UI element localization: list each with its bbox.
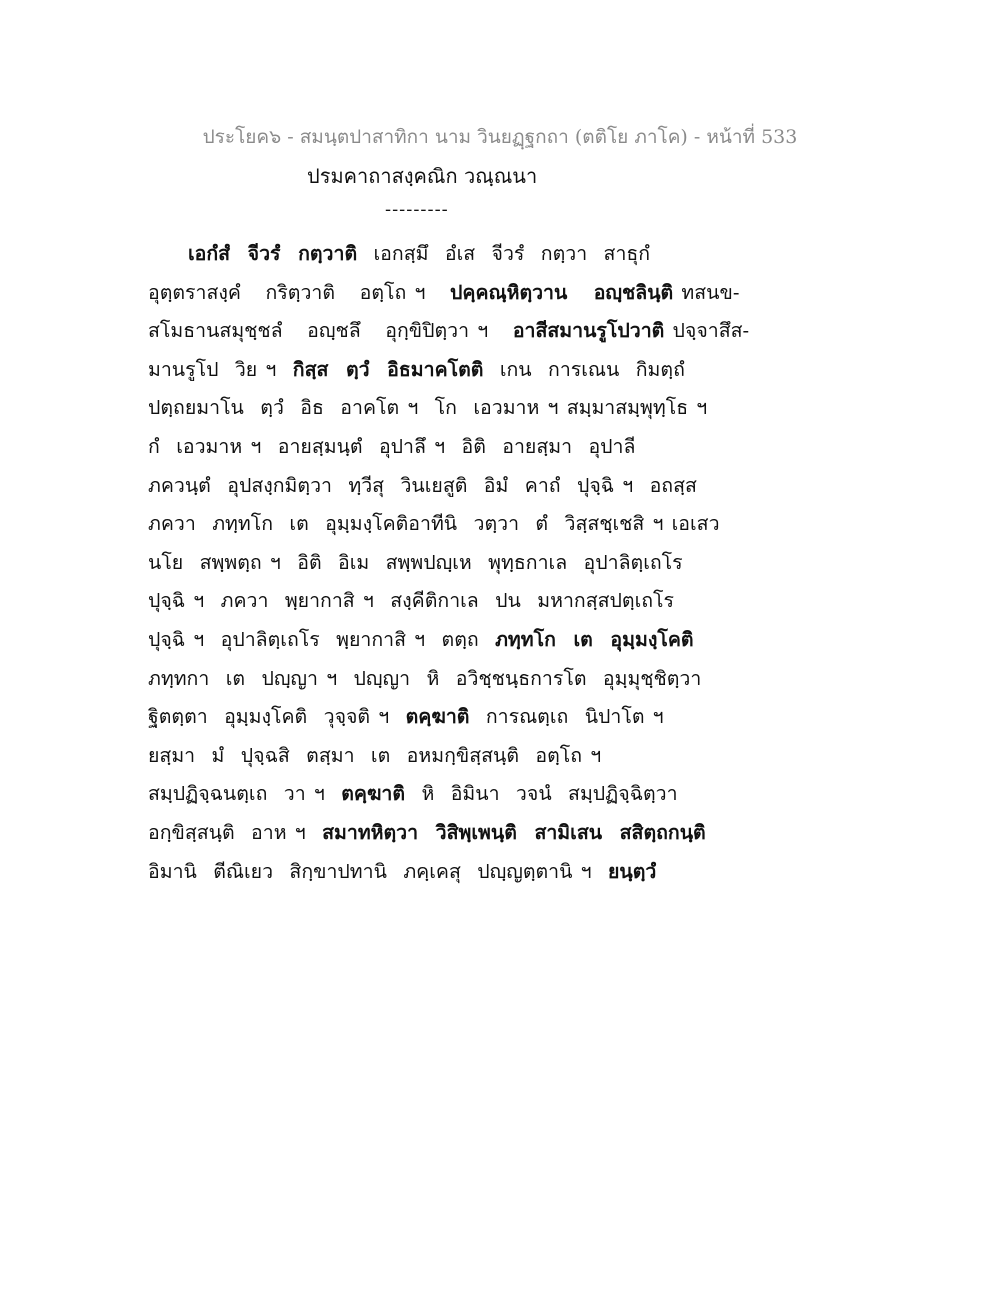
text-line [148, 467, 708, 506]
bold-term: เอกํสํ จีวรํ กตฺวาติ [188, 242, 358, 265]
text-segment: ฐิตตฺตา อุมฺมงฺโคติ วุจฺจติ ฯ [148, 705, 406, 729]
text-segment: อุตฺตราสงฺคํ กริตฺวาติ อตฺโถ ฯ [148, 280, 451, 304]
text-line [148, 389, 708, 428]
page-header: ประโยค๖ - สมนฺตปาสาทิกา นาม วินยฏฺฐกถา (ตติโย ภาโค) - หน้าที่ 533 [202, 126, 798, 148]
text-line [148, 660, 708, 699]
bold-term: ยนฺตฺวํ [608, 859, 657, 883]
text-line [148, 814, 708, 853]
text-line [148, 544, 708, 583]
text-segment: กํ เอวมาห ฯ อายสฺมนฺตํ อุปาลึ ฯ อิติ อายสฺมา อุปาลี [148, 434, 636, 458]
text-segment: ภควนฺตํ อุปสงฺกมิตฺวา ทฺวีสุ วินเยสูติ อิมํ คาถํ ปุจฺฉิ ฯ อถสฺส [148, 473, 697, 497]
text-segment: นโย สพฺพตฺถ ฯ อิติ อิเม สพฺพปญฺเห พุทฺธกาเล อุปาลิตฺเถโร [148, 550, 683, 574]
text-line [148, 775, 708, 814]
text-line [148, 853, 708, 892]
section-separator: --------- [385, 199, 449, 220]
text-line [148, 312, 750, 351]
text-segment: มานรูโป วิย ฯ [148, 357, 293, 381]
text-segment: อิมานิ ตีณิเยว สิกฺขาปทานิ ภคฺเคสุ ปญฺญตฺตานิ ฯ [148, 859, 608, 883]
text-line [148, 428, 708, 467]
text-line [148, 505, 720, 544]
text-line [148, 582, 708, 621]
text-segment: อกฺขิสฺสนฺติ อาห ฯ [148, 820, 323, 844]
text-segment: สมฺปฏิจฺฉนตฺเถ วา ฯ [148, 782, 342, 806]
section-title: ปรมคาถาสงฺคณิก วณฺณนา [307, 164, 538, 188]
text-line [148, 698, 708, 737]
bold-term: ตคฺฆาติ [341, 782, 406, 806]
bold-term: ตคฺฆาติ [405, 705, 470, 729]
text-segment: ปตฺถยมาโน ตฺวํ อิธ อาคโต ฯ โก เอวมาห ฯ สมฺมาสมฺพุทฺโธ ฯ [148, 396, 708, 420]
bold-term: อาสีสมานรูโปวาติ [512, 319, 665, 343]
text-segment: ปุจฺฉิ ฯ ภควา พฺยากาสิ ฯ สงฺคีติกาเล ปน มหากสฺสปตฺเถโร [148, 589, 674, 613]
text-segment: ยสฺมา มํ ปุจฺฉสิ ตสฺมา เต อหมกฺขิสฺสนฺติ อตฺโถ ฯ [148, 743, 602, 767]
text-segment: ภควา ภทฺทโก เต อุมฺมงฺโคติอาทีนิ วตฺวา ตํ วิสฺสชฺเชสิ ฯ เอเสว [148, 512, 720, 536]
text-segment: ปจฺจาสึส- [664, 319, 750, 343]
bold-term: ปคฺคณฺหิตฺวาน อญฺชลินฺติ [450, 280, 674, 304]
text-segment: ทสนข- [673, 280, 740, 304]
text-segment: สโมธานสมุชฺชลํ อญฺชลึ อุกฺขิปิตฺวา ฯ [148, 319, 513, 343]
bold-term: ภทฺทโก เต อุมฺมงฺโคติ [495, 627, 694, 651]
text-line [148, 235, 708, 274]
text-line [148, 621, 708, 660]
text-segment: เกน การเณน กิมตฺถํ [483, 357, 685, 381]
text-line [148, 737, 708, 776]
text-segment: เอกสฺมึ อํเส จีวรํ กตฺวา สาธุกํ [357, 242, 651, 265]
text-segment: การณตฺเถ นิปาโต ฯ [469, 705, 664, 729]
bold-term: สมาทหิตฺวา วิสิพฺเพนฺติ สามิเสน สสิตฺถกนฺติ [322, 820, 706, 844]
text-segment: หิ อิมินา วจนํ สมฺปฏิจฺฉิตฺวา [405, 782, 678, 806]
bold-term: กิสฺส ตฺวํ อิธมาคโตติ [292, 357, 484, 381]
text-segment: ภทฺทกา เต ปญฺญา ฯ ปญฺญา หิ อวิชฺชนฺธการโต อุมฺมุชฺชิตฺวา [148, 666, 702, 690]
text-segment: ปุจฺฉิ ฯ อุปาลิตฺเถโร พฺยากาสิ ฯ ตตฺถ [148, 627, 496, 651]
text-line [148, 351, 708, 390]
body-text [148, 235, 750, 891]
text-line [148, 274, 740, 313]
